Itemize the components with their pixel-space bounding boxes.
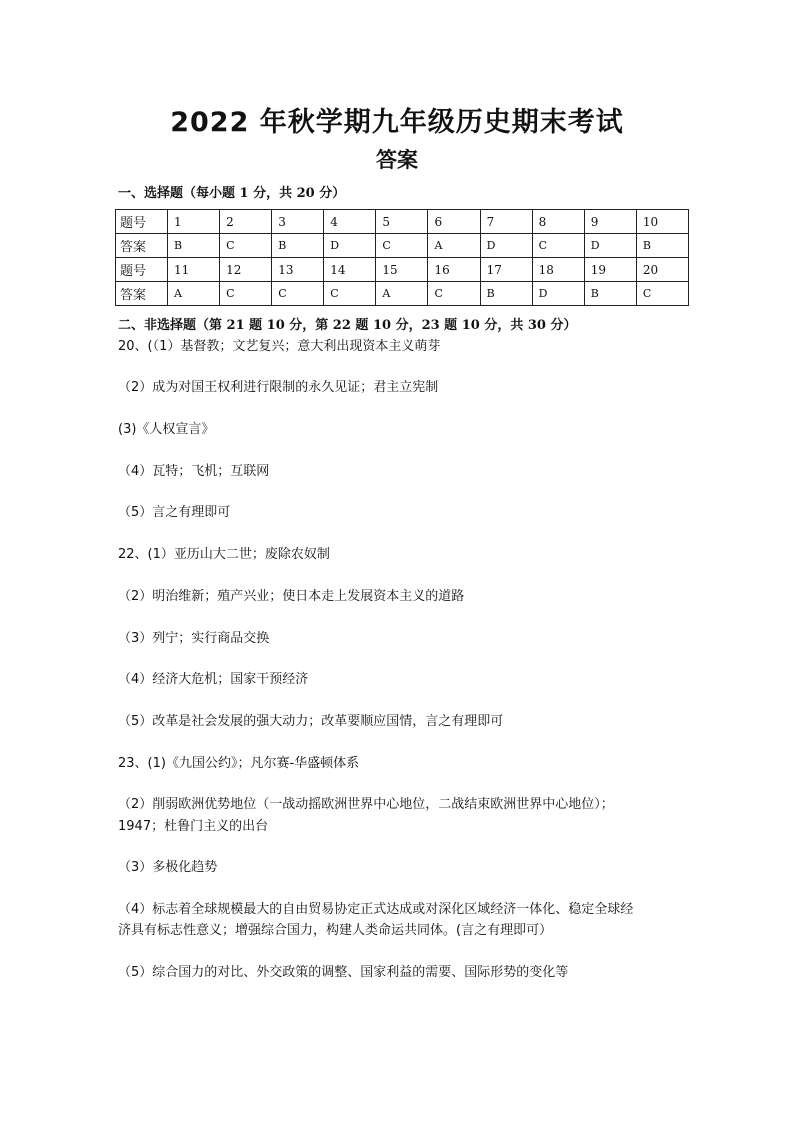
answer-cell: B xyxy=(636,234,688,258)
question-number-cell: 11 xyxy=(168,258,220,282)
answer-cell: C xyxy=(636,282,688,306)
question-number-cell: 1 xyxy=(168,210,220,234)
table-row-questions-1 xyxy=(116,210,689,234)
answer-cell: B xyxy=(584,282,636,306)
question-number-cell: 4 xyxy=(324,210,376,234)
answer-cell: D xyxy=(324,234,376,258)
answer-line-22-3: （3）列宁；实行商品交换 xyxy=(118,631,270,646)
answer-line-20-1: 20、(（1）基督教；文艺复兴；意大利出现资本主义萌芽 xyxy=(118,339,441,354)
answer-line-20-2: （2）成为对国王权利进行限制的永久见证；君主立宪制 xyxy=(118,380,439,395)
question-number-cell: 7 xyxy=(480,210,532,234)
row-label-answer: 答案 xyxy=(116,282,168,306)
answer-line-23-1: 23、(1)《九国公约》；凡尔赛-华盛顿体系 xyxy=(118,756,360,771)
question-number-cell: 18 xyxy=(532,258,584,282)
answer-cell: B xyxy=(168,234,220,258)
answer-line-22-2: （2）明治维新；殖产兴业；使日本走上发展资本主义的道路 xyxy=(118,589,465,604)
question-number-cell: 13 xyxy=(272,258,324,282)
answer-cell: C xyxy=(220,234,272,258)
question-number-cell: 16 xyxy=(428,258,480,282)
question-number-cell: 20 xyxy=(636,258,688,282)
section-1-heading: 一、选择题（每小题 1 分，共 20 分） xyxy=(118,186,346,201)
answer-line-20-4: （4）瓦特；飞机；互联网 xyxy=(118,464,270,479)
question-number-cell: 8 xyxy=(532,210,584,234)
question-number-cell: 3 xyxy=(272,210,324,234)
answer-cell: C xyxy=(324,282,376,306)
answer-line-23-4: （4）标志着全球规模最大的自由贸易协定正式达成或对深化区域经济一体化、稳定全球经 xyxy=(118,902,634,917)
table-row-questions-2 xyxy=(116,258,689,282)
answer-line-22-4: （4）经济大危机；国家干预经济 xyxy=(118,672,309,687)
answer-line-23-2: （2）削弱欧洲优势地位（一战动摇欧洲世界中心地位，二战结束欧洲世界中心地位）； xyxy=(118,797,614,812)
answer-line-23-5: （5）综合国力的对比、外交政策的调整、国家利益的需要、国际形势的变化等 xyxy=(118,965,569,980)
answer-cell: C xyxy=(272,282,324,306)
row-label-question: 题号 xyxy=(116,258,168,282)
row-label-question: 题号 xyxy=(116,210,168,234)
question-number-cell: 12 xyxy=(220,258,272,282)
answer-cell: D xyxy=(584,234,636,258)
table-row-answers-1 xyxy=(116,234,689,258)
answer-line-23-2-cont: 1947；杜鲁门主义的出台 xyxy=(118,819,269,834)
answer-cell: D xyxy=(532,282,584,306)
question-number-cell: 19 xyxy=(584,258,636,282)
answer-cell: C xyxy=(428,282,480,306)
question-number-cell: 17 xyxy=(480,258,532,282)
page-title: 2022 年秋学期九年级历史期末考试 xyxy=(170,107,624,138)
answer-line-22-1: 22、(1）亚历山大二世；废除农奴制 xyxy=(118,547,330,562)
choice-answer-table xyxy=(115,209,689,306)
question-number-cell: 9 xyxy=(584,210,636,234)
page-subtitle: 答案 xyxy=(376,148,418,172)
table-row-answers-2 xyxy=(116,282,689,306)
question-number-cell: 6 xyxy=(428,210,480,234)
question-number-cell: 14 xyxy=(324,258,376,282)
question-number-cell: 2 xyxy=(220,210,272,234)
answer-line-22-5: （5）改革是社会发展的强大动力；改革要顺应国情，言之有理即可 xyxy=(118,714,504,729)
answer-cell: D xyxy=(480,234,532,258)
answer-cell: A xyxy=(428,234,480,258)
row-label-answer: 答案 xyxy=(116,234,168,258)
question-number-cell: 15 xyxy=(376,258,428,282)
answer-line-20-3: (3)《人权宣言》 xyxy=(118,422,215,437)
question-number-cell: 10 xyxy=(636,210,688,234)
answer-cell: C xyxy=(532,234,584,258)
question-number-cell: 5 xyxy=(376,210,428,234)
answer-line-23-3: （3）多极化趋势 xyxy=(118,860,218,875)
answer-line-23-4-cont: 济具有标志性意义；增强综合国力，构建人类命运共同体。(言之有理即可） xyxy=(118,923,553,938)
answer-cell: B xyxy=(272,234,324,258)
section-2-heading: 二、非选择题（第 21 题 10 分，第 22 题 10 分，23 题 10 分，共 30 分） xyxy=(118,318,577,333)
answer-cell: A xyxy=(376,282,428,306)
answer-cell: A xyxy=(168,282,220,306)
answer-cell: C xyxy=(220,282,272,306)
answer-line-20-5: （5）言之有理即可 xyxy=(118,505,231,520)
answer-cell: C xyxy=(376,234,428,258)
answer-cell: B xyxy=(480,282,532,306)
